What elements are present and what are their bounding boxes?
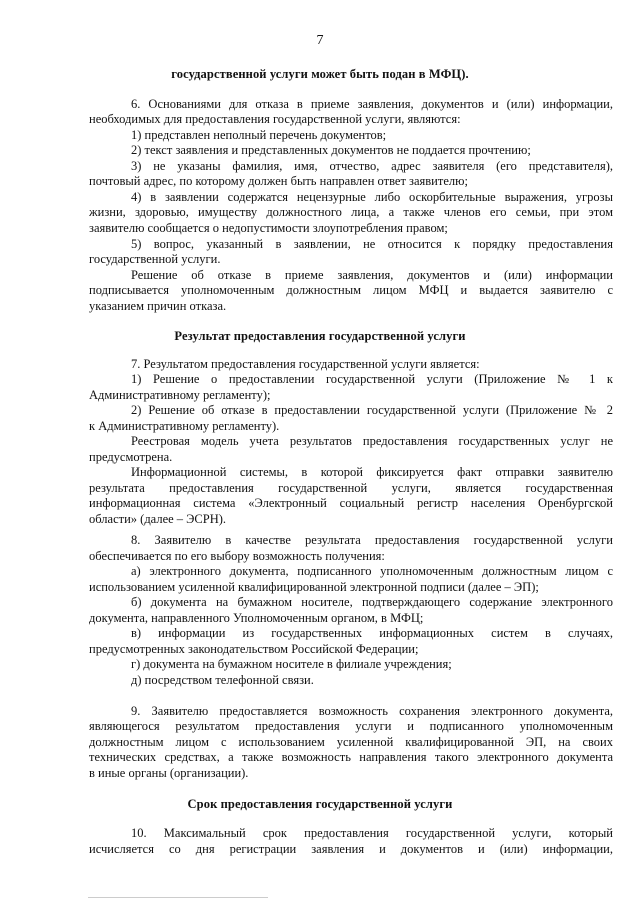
page-number: 7 (316, 33, 324, 48)
paragraph-line: необходимых для предоставления государственной услуги, являются: (89, 112, 461, 126)
paragraph-line: документа, направленного Уполномоченным органом, в МФЦ; (89, 611, 424, 625)
paragraph-line: обеспечивается по его выбору возможность получения: (89, 549, 385, 563)
list-item: 3) не указаны фамилия, имя, отчество, адрес заявителя (его представителя), (131, 159, 613, 173)
paragraph-line: к Административному регламенту). (89, 419, 280, 433)
paragraph-line: в иные органы (организации). (89, 766, 249, 780)
list-item: 1) представлен неполный перечень документов; (131, 128, 387, 142)
list-item: в) информации из государственных информационных систем в случаях, (131, 626, 613, 640)
paragraph-line: 7. Результатом предоставления государственной услуги является: (131, 357, 480, 371)
paragraph-line: технических средствах, а также возможность направления такого электронного документа (89, 750, 613, 764)
paragraph-line: Информационной системы, в которой фиксируется факт отправки заявителю (131, 465, 613, 479)
list-item: 2) Решение об отказе в предоставлении государственной услуги (Приложение № 2 (131, 403, 613, 417)
paragraph-line: 6. Основаниями для отказа в приеме заявления, документов и (или) информации, (131, 97, 613, 111)
paragraph-line: почтовый адрес, по которому должен быть направлен ответ заявителю; (89, 174, 468, 188)
paragraph-line: использованием усиленной квалифицированной электронной подписи (далее – ЭП); (89, 580, 539, 594)
list-item: д) посредством телефонной связи. (131, 673, 314, 687)
paragraph-line: 9. Заявителю предоставляется возможность сохранения электронного документа, (131, 704, 613, 718)
paragraph-line: являющегося результатом предоставления услуги и подписанного уполномоченным (89, 719, 613, 733)
section-heading-term: Срок предоставления государственной услуги (187, 797, 453, 811)
paragraph-line: области» (далее – ЭСРН). (89, 512, 227, 526)
paragraph-line: заявителю сообщается о недопустимости злоупотребления правом; (89, 221, 448, 235)
paragraph-line: информационная система «Электронный социальный регистр населения Оренбургской (89, 496, 613, 510)
section-heading-result: Результат предоставления государственной услуги (174, 329, 466, 343)
paragraph-line: Административному регламенту); (89, 388, 271, 402)
list-item: 1) Решение о предоставлении государственной услуги (Приложение № 1 к (131, 372, 613, 386)
list-item: б) документа на бумажном носителе, подтверждающего содержание электронного (131, 595, 613, 609)
paragraph-line: указанием причин отказа. (89, 299, 227, 313)
footnote-divider (88, 897, 268, 898)
paragraph-line: исчисляется со дня регистрации заявления и документов и (или) информации, (89, 842, 613, 856)
paragraph-line: предусмотрена. (89, 450, 173, 464)
paragraph-line: жизни, здоровью, имуществу должностного лица, а также членов его семьи, при этом (89, 205, 613, 219)
paragraph-line: предусмотренных законодательством Российской Федерации; (89, 642, 419, 656)
continuation-heading: государственной услуги может быть подан в МФЦ). (171, 67, 469, 81)
paragraph-line: 8. Заявителю в качестве результата предоставления государственной услуги (131, 533, 613, 547)
list-item: г) документа на бумажном носителе в филиале учреждения; (131, 657, 452, 671)
paragraph-line: результата предоставления государственной услуги, является государственная (89, 481, 613, 495)
list-item: 4) в заявлении содержатся нецензурные либо оскорбительные выражения, угрозы (131, 190, 613, 204)
list-item: 2) текст заявления и представленных документов не поддается прочтению; (131, 143, 531, 157)
paragraph-line: 10. Максимальный срок предоставления государственной услуги, который (131, 826, 613, 840)
list-item: а) электронного документа, подписанного уполномоченным должностным лицом с (131, 564, 613, 578)
paragraph-line: подписывается уполномоченным должностным лицом МФЦ и выдается заявителю с (89, 283, 613, 297)
paragraph-line: Решение об отказе в приеме заявления, документов и (или) информации (131, 268, 613, 282)
paragraph-line: должностным лицом с использованием усиленной квалифицированной ЭП, на своих (89, 735, 613, 749)
paragraph-line: государственной услуги. (89, 252, 221, 266)
paragraph-line: Реестровая модель учета результатов предоставления государственных услуг не (131, 434, 613, 448)
list-item: 5) вопрос, указанный в заявлении, не относится к порядку предоставления (131, 237, 613, 251)
